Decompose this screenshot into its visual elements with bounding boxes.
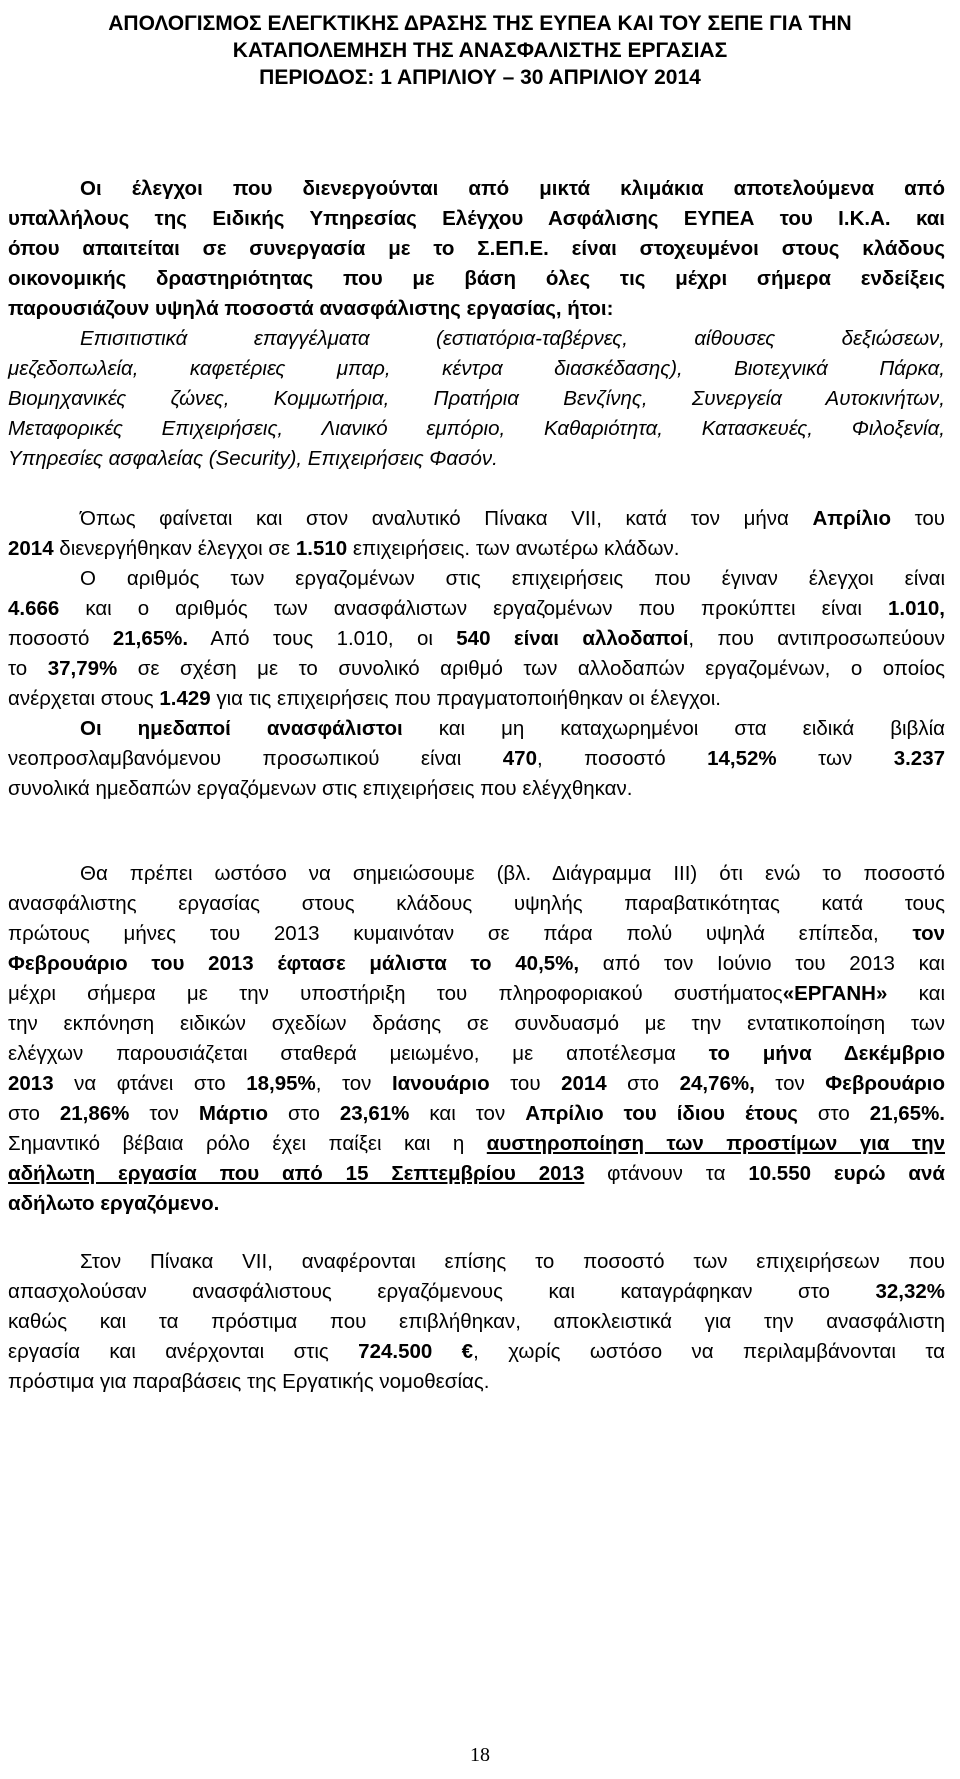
intro-paragraph-line: όπου απαιτείται σε συνεργασία με το Σ.ΕΠ.Ε. είναι στοχευμένοι στους κλάδους: [8, 237, 945, 260]
inspections-paragraph-line: το 37,79% σε σχέση με το συνολικό αριθμό των αλλοδαπών εργαζομένων, ο οποίος: [8, 657, 945, 680]
trend-paragraph-line: Θα πρέπει ωστόσο να σημειώσουμε (βλ. Διάγραμμα ΙΙΙ) ότι ενώ το ποσοστό: [80, 862, 945, 885]
trend-paragraph-line: ελέγχων παρουσιάζεται σταθερά μειωμένο, με αποτέλεσμα το μήνα Δεκέμβριο: [8, 1042, 945, 1065]
fines-paragraph-line: Στον Πίνακα VII, αναφέρονται επίσης το ποσοστό των επιχειρήσεων που: [80, 1250, 945, 1273]
trend-paragraph-line: στο 21,86% τον Μάρτιο στο 23,61% και τον Απρίλιο του ίδιου έτους στο 21,65%.: [8, 1102, 945, 1125]
sectors-line: Βιομηχανικές ζώνες, Κομμωτήρια, Πρατήρια Βενζίνης, Συνεργεία Αυτοκινήτων,: [8, 387, 945, 410]
trend-paragraph-line: Σημαντικό βέβαια ρόλο έχει παίξει και η αυστηροποίηση των προστίμων για την: [8, 1132, 946, 1155]
report-title-line-1: ΑΠΟΛΟΓΙΣΜΟΣ ΕΛΕΓΚΤΙΚΗΣ ΔΡΑΣΗΣ ΤΗΣ ΕΥΠΕΑ ΚΑΙ ΤΟΥ ΣΕΠΕ ΓΙΑ ΤΗΝ: [108, 12, 852, 35]
page-number: 18: [470, 1744, 490, 1766]
trend-paragraph-line: πρώτους μήνες του 2013 κυμαινόταν σε πάρα πολύ υψηλά επίπεδα, τον: [8, 922, 945, 945]
inspections-paragraph-line: ανέρχεται στους 1.429 για τις επιχειρήσεις που πραγματοποιήθηκαν οι έλεγχοι.: [8, 687, 721, 710]
trend-paragraph-line: αδήλωτη εργασία που από 15 Σεπτεμβρίου 2013 φτάνουν τα 10.550 ευρώ ανά: [8, 1162, 945, 1185]
inspections-paragraph-line: 2014 διενεργήθηκαν έλεγχοι σε 1.510 επιχειρήσεις. των ανωτέρω κλάδων.: [8, 537, 680, 560]
trend-paragraph-line: 2013 να φτάνει στο 18,95%, τον Ιανουάριο του 2014 στο 24,76%, τον Φεβρουάριο: [8, 1072, 945, 1095]
trend-paragraph-line: ανασφάλιστης εργασίας στους κλάδους υψηλής παραβατικότητας κατά τους: [8, 892, 945, 915]
trend-paragraph-line: Φεβρουάριο του 2013 έφτασε μάλιστα το 40,5%, από τον Ιούνιο του 2013 και: [8, 952, 945, 975]
fines-paragraph-line: απασχολούσαν ανασφάλιστους εργαζόμενους και καταγράφηκαν στο 32,32%: [8, 1280, 945, 1303]
sectors-line: μεζεδοπωλεία, καφετέριες μπαρ, κέντρα διασκέδασης), Βιοτεχνικά Πάρκα,: [8, 357, 945, 380]
fines-paragraph-line: πρόστιμα για παραβάσεις της Εργατικής νομοθεσίας.: [8, 1370, 490, 1393]
report-title-line-2: ΚΑΤΑΠΟΛΕΜΗΣΗ ΤΗΣ ΑΝΑΣΦΑΛΙΣΤΗΣ ΕΡΓΑΣΙΑΣ: [232, 39, 728, 62]
trend-paragraph-line: την εκπόνηση ειδικών σχεδίων δράσης σε συνδυασμό με την εντατικοποίηση των: [8, 1012, 945, 1035]
inspections-paragraph-line: Όπως φαίνεται και στον αναλυτικό Πίνακα VII, κατά τον μήνα Απρίλιο του: [80, 507, 945, 530]
intro-paragraph-line: Οι έλεγχοι που διενεργούνται από μικτά κλιμάκια αποτελούμενα από: [80, 177, 945, 200]
intro-paragraph-line: υπαλλήλους της Ειδικής Υπηρεσίας Ελέγχου Ασφάλισης ΕΥΠΕΑ του Ι.Κ.Α. και: [8, 207, 945, 230]
inspections-paragraph-line: συνολικά ημεδαπών εργαζόμενων στις επιχειρήσεις που ελέγχθηκαν.: [8, 777, 633, 800]
trend-paragraph-line: αδήλωτο εργαζόμενο.: [8, 1192, 220, 1215]
sectors-line: Υπηρεσίες ασφαλείας (Security), Επιχειρήσεις Φασόν.: [8, 447, 498, 470]
intro-paragraph-line: παρουσιάζουν υψηλά ποσοστά ανασφάλιστης εργασίας, ήτοι:: [8, 297, 614, 320]
inspections-paragraph-line: νεοπροσλαμβανόμενου προσωπικού είναι 470, ποσοστό 14,52% των 3.237: [8, 747, 946, 770]
fines-paragraph-line: εργασία και ανέρχονται στις 724.500 €, χωρίς ωστόσο να περιλαμβάνονται τα: [8, 1340, 945, 1363]
fines-paragraph-line: καθώς και τα πρόστιμα που επιβλήθηκαν, αποκλειστικά για την ανασφάλιστη: [8, 1310, 945, 1333]
inspections-paragraph-line: Ο αριθμός των εργαζομένων στις επιχειρήσεις που έγιναν έλεγχοι είναι: [80, 567, 945, 590]
inspections-paragraph-line: 4.666 και ο αριθμός των ανασφάλιστων εργαζομένων που προκύπτει είναι 1.010,: [8, 597, 945, 620]
trend-paragraph-line: μέχρι σήμερα με την υποστήριξη του πληροφοριακού συστήματος«ΕΡΓΑΝΗ» και: [8, 982, 945, 1005]
inspections-paragraph-line: Οι ημεδαποί ανασφάλιστοι και μη καταχωρημένοι στα ειδικά βιβλία: [80, 717, 945, 740]
report-title-line-3: ΠΕΡΙΟΔΟΣ: 1 ΑΠΡΙΛΙΟΥ – 30 ΑΠΡΙΛΙΟΥ 2014: [259, 66, 701, 89]
sectors-line: Μεταφορικές Επιχειρήσεις, Λιανικό εμπόριο, Καθαριότητα, Κατασκευές, Φιλοξενία,: [8, 417, 945, 440]
inspections-paragraph-line: ποσοστό 21,65%. Από τους 1.010, οι 540 είναι αλλοδαποί, που αντιπροσωπεύουν: [8, 627, 945, 650]
intro-paragraph-line: οικονομικής δραστηριότητας που με βάση όλες τις μέχρι σήμερα ενδείξεις: [8, 267, 945, 290]
sectors-line: Επισιτιστικά επαγγέλματα (εστιατόρια-ταβέρνες, αίθουσες δεξιώσεων,: [80, 327, 945, 350]
